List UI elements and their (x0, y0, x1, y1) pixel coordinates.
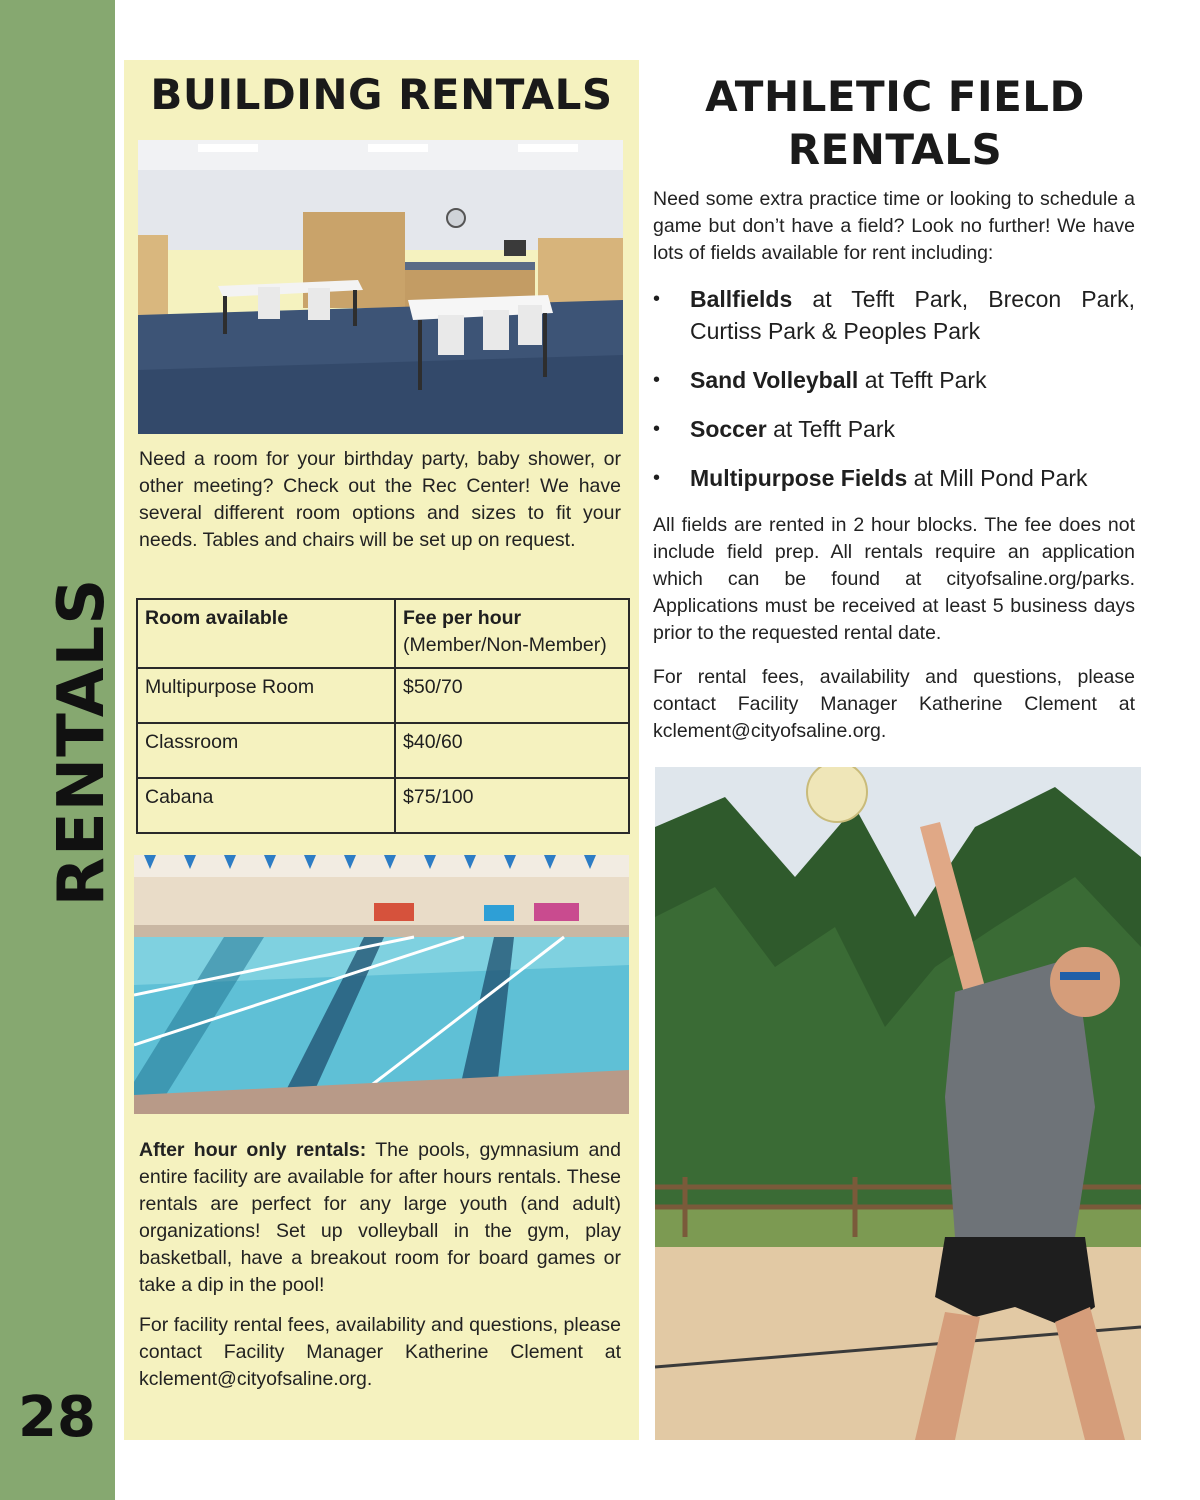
field-contact-text: For rental fees, availability and questions, please contact Facility Manager Katherine Clement at kclement@cityofsaline.org. (653, 666, 1135, 742)
table-row (137, 778, 629, 833)
indoor-pool-photo (134, 855, 629, 1114)
room-name-cell: Cabana (137, 778, 395, 833)
room-name-cell: Multipurpose Room (137, 668, 395, 723)
table-row (137, 723, 629, 778)
field-list (653, 283, 1135, 511)
bullet-icon: • (653, 369, 661, 391)
section-title: RENTALS (45, 577, 119, 907)
sidebar-band (0, 0, 119, 1500)
room-fee-cell: $75/100 (395, 778, 629, 833)
field-rental-terms: All fields are rented in 2 hour blocks. The fee does not include field prep. All rentals require an application which can be found at cityofsaline.org/parks. Applications must be received at least 5 business days prior to the requested rental date. (653, 514, 1135, 644)
table-row (137, 668, 629, 723)
fee-column-header: Fee per hour (Member/Non-Member) (395, 599, 629, 668)
bullet-icon: • (653, 467, 661, 489)
building-rentals-panel (124, 60, 639, 1440)
bullet-icon: • (653, 288, 661, 310)
after-hours-lead: After hour only rentals: (139, 1139, 367, 1161)
page-number: 28 (18, 1385, 96, 1450)
meeting-room-photo (138, 140, 623, 434)
athletic-field-heading: ATHLETIC FIELD RENTALS (705, 72, 1085, 174)
list-item: • Soccer at Tefft Park (653, 413, 1135, 445)
facility-contact-text: For facility rental fees, availability and questions, please contact Facility Manager Katherine Clement at kclement@cityofsaline.org. (139, 1314, 621, 1390)
list-item: • Multipurpose Fields at Mill Pond Park (653, 462, 1135, 494)
room-fee-cell: $40/60 (395, 723, 629, 778)
building-rentals-heading: BUILDING RENTALS (150, 70, 613, 119)
volleyball-player-photo (655, 767, 1141, 1440)
room-fee-cell: $50/70 (395, 668, 629, 723)
field-rental-intro: Need some extra practice time or looking to schedule a game but don’t have a field? Look no further! We have lots of fields available for rent including: (653, 188, 1135, 264)
list-item: • Sand Volleyball at Tefft Park (653, 364, 1135, 396)
room-rental-intro: Need a room for your birthday party, baby shower, or other meeting? Check out the Rec Center! We have several different room options and sizes to fit your needs. Tables and chairs will be set up on request. (139, 448, 621, 551)
room-column-header: Room available (137, 599, 395, 668)
bullet-icon: • (653, 418, 661, 440)
fee-column-subheader: (Member/Non-Member) (403, 634, 607, 656)
room-fee-table (136, 598, 630, 834)
table-header-row (137, 599, 629, 668)
list-item: • Ballfields at Tefft Park, Brecon Park, Curtiss Park & Peoples Park (653, 283, 1135, 347)
room-name-cell: Classroom (137, 723, 395, 778)
after-hours-text: After hour only rentals: The pools, gymnasium and entire facility are available for after hours rentals. These rentals are perfect for any large youth (and adult) organizations! Set up volleyball in the gym, play basketball, have a breakout room for board games or take a dip in the pool! (139, 1139, 621, 1296)
